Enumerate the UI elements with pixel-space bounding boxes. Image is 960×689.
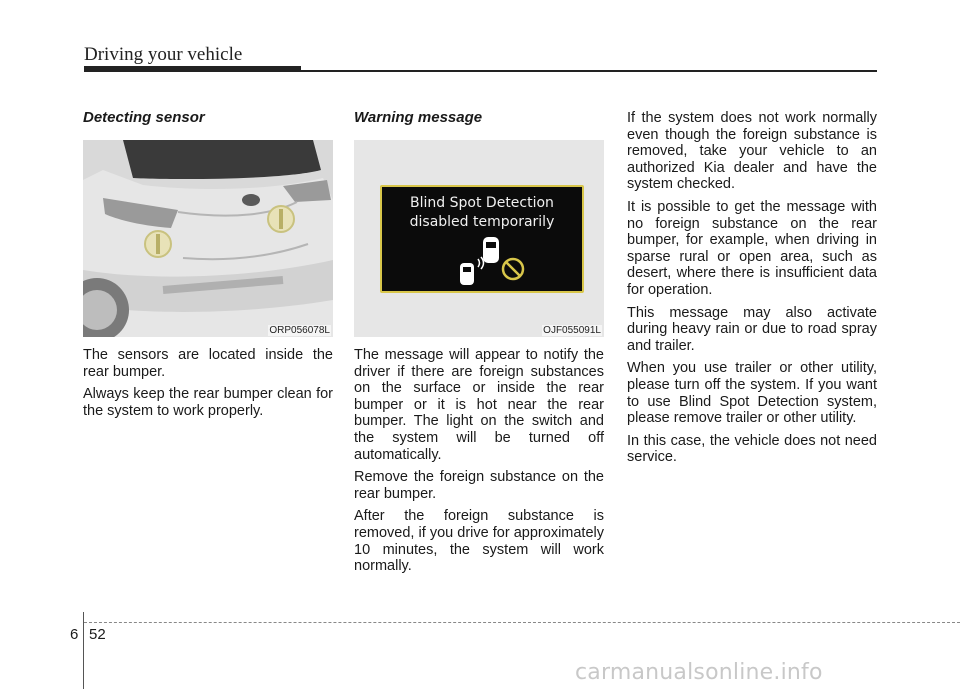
section-title: Detecting sensor [83,109,205,126]
cluster-display [380,185,584,293]
page-header-title: Driving your vehicle [84,44,243,65]
display-line-1: Blind Spot Detection [410,195,554,211]
column-continued [627,110,877,472]
header-rule-thin [301,70,877,72]
page-number: 52 [89,626,106,643]
paragraph: In this case, the vehicle does not need service. [627,432,877,466]
paragraph: After the foreign substance is removed, if you drive for approximately 10 minutes, the system will work normally. [354,508,604,575]
chapter-number: 6 [70,626,79,643]
blind-spot-disabled-icon [382,187,582,291]
paragraph: Always keep the rear bumper clean for the system to work properly. [83,386,333,419]
display-line-2: disabled temporarily [409,214,555,230]
section-title: Warning message [354,109,483,126]
column-detecting-sensor [83,108,333,425]
car-rear-illustration [83,140,333,337]
paragraph: The sensors are located inside the rear bumper. [83,347,333,380]
column-warning-message [354,108,604,581]
cluster-message-figure [354,140,604,337]
paragraph: The message will appear to notify the driver if there are foreign substances on the surface or inside the rear bumper or it is hot near the rear bumper. The light on the switch and the system will be turned off automatically. [354,347,604,463]
paragraph: If the system does not work normally even though the foreign substance is removed, take your vehicle to an authorized Kia dealer and have the system checked. [627,110,877,193]
watermark: carmanualsonline.info [575,660,823,685]
footer-rule [84,622,960,623]
paragraph: Remove the foreign substance on the rear bumper. [354,469,604,502]
figure-code: OJF055091L [543,325,601,336]
paragraph: This message may also activate during heavy rain or due to road spray and trailer. [627,304,877,354]
footer-divider [83,612,84,689]
paragraph: It is possible to get the message with no foreign substance on the rear bumper, for example, when driving in sparse rural or open area, such as desert, where there is insufficient data for operation. [627,198,877,298]
paragraph: When you use trailer or other utility, please turn off the system. If you want to use Blind Spot Detection system, please remove trailer or other utility. [627,360,877,427]
rear-bumper-sensor-figure [83,140,333,337]
figure-code: ORP056078L [269,325,330,336]
header-rule-thick [84,66,301,72]
